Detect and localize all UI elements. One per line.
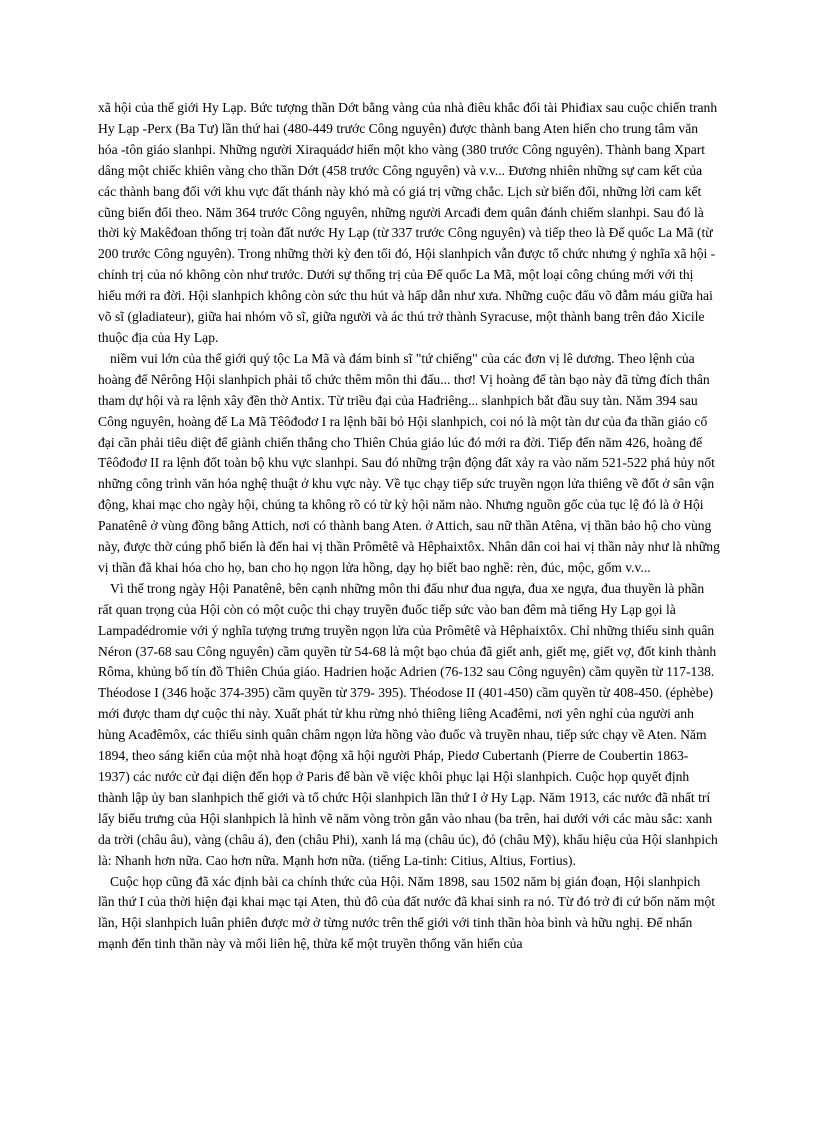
- paragraph-4: Cuộc họp cũng đã xác định bài ca chính thức của Hội. Năm 1898, sau 1502 năm bị gián đoạn, Hội slanhpich lần thứ I của thời hiện đại khai mạc tại Aten, thủ đô của đất nước đã khai sinh ra nó. Từ đó trở đi cứ bốn năm một lần, Hội slanhpich luân phiên được mở ở từng nước trên thế giới với tinh thần hòa bình và hữu nghị. Để nhấn mạnh đến tinh thần này và mối liên hệ, thừa kế một truyền thống văn hiến của: [98, 873, 716, 952]
- document-body: [98, 98, 720, 955]
- paragraph-3: Vì thế trong ngày Hội Panatênê, bên cạnh những môn thi đấu như đua ngựa, đua xe ngựa, đua thuyền là phần rất quan trọng của Hội còn có một cuộc thi chạy truyền đuốc tiếp sức vào ban đêm mà tiếng Hy Lạp gọi là Lampadédromie với ý nghĩa tượng trưng truyền ngọn lửa của Prômêtê và Hêphaixtôx. Chỉ những thiếu sinh quân Néron (37-68 sau Công nguyên) cầm quyền từ 54-68 là một bạo chúa đã giết anh, giết mẹ, giết vợ, đốt kinh thành Rôma, khủng bố tín đồ Thiên Chúa giáo. Hadrien hoặc Adrien (76-132 sau Công nguyên) cầm quyền từ 117-138. Théodose I (346 hoặc 374-395) cầm quyền từ 379- 395). Théodose II (401-450) cầm quyền từ 408-450. (éphèbe) mới được tham dự cuộc thi này. Xuất phát từ khu rừng nhỏ thiêng liêng Acađêmi, nơi yên nghỉ của người anh hùng Acađêmôx, các thiếu sinh quân châm ngọn lửa hồng vào đuốc và truyền nhau, tiếp sức chạy về Aten. Năm 1894, theo sáng kiến của một nhà hoạt động xã hội người Pháp, Piedơ Cubertanh (Pierre de Coubertin 1863-1937) các nước cử đại diện đến họp ở Paris để bàn về việc khôi phục lại Hội slanhpich. Cuộc họp quyết định thành lập ủy ban slanhpich thế giới và tổ chức Hội slanhpich lần thứ I ở Hy Lạp. Năm 1913, các nước đã nhất trí lấy biểu trưng của Hội slanhpich là hình vẽ năm vòng tròn gắn vào nhau (ba trên, hai dưới với các màu sắc: xanh da trời (châu âu), vàng (châu á), đen (châu Phi), xanh lá mạ (châu úc), đỏ (châu Mỹ), khẩu hiệu của Hội slanhpich là: Nhanh hơn nữa. Cao hơn nữa. Mạnh hơn nữa. (tiếng La-tinh: Citius, Altius, Fortius).: [98, 580, 718, 868]
- paragraph-1: xã hội của thế giới Hy Lạp. Bức tượng thần Dớt bằng vàng của nhà điêu khắc đối tài Phiđiax sau cuộc chiến tranh Hy Lạp -Perx (Ba Tư) lần thứ hai (480-449 trước Công nguyên) được thành bang Aten hiến cho trung tâm văn hóa -tôn giáo slanhpi. Những người Xiraquádơ hiến một kho vàng (380 trước Công nguyên). Thành bang Xpart dâng một chiếc khiên vàng cho thần Dớt (458 trước Công nguyên) và v.v... Đương nhiên những sự cam kết của các thành bang đối với khu vực đất thánh này khó mà có giá trị vững chắc. Lịch sử biến đổi, những lời cam kết cũng biến đổi theo. Năm 364 trước Công nguyên, những người Arcađi đem quân đánh chiếm slanhpi. Sau đó là thời kỳ Makêđoan thống trị toàn đất nước Hy Lạp (từ 337 trước Công nguyên) và tiếp theo là Đế quốc La Mã (từ 200 trước Công nguyên). Trong những thời kỳ đen tối đó, Hội slanhpich vẫn được tổ chức nhưng ý nghĩa xã hội -chính trị của nó không còn như trước. Dưới sự thống trị của Đế quốc La Mã, một loại công chúng mới với thị hiếu mới ra đời. Hội slanhpich không còn sức thu hút và hấp dẫn như xưa. Những cuộc đấu võ đẫm máu giữa hai võ sĩ (gladiateur), giữa hai nhóm võ sĩ, giữa người và ác thú trở thành Syracuse, một thành bang trên đảo Xicile thuộc địa của Hy Lạp.: [98, 100, 718, 345]
- paragraph-2: niềm vui lớn của thế giới quý tộc La Mã và đám binh sĩ "tứ chiếng" của các đơn vị lê dương. Theo lệnh của hoàng đế Nêrông Hội slanhpich phải tổ chức thêm môn thi đấu... thơ! Vị hoàng đế tàn bạo này đã từng đích thân tham dự hội và ra lệnh xây đền thờ Antix. Từ triều đại của Hađriêng... slanhpich bắt đầu suy tàn. Năm 394 sau Công nguyên, hoàng đế La Mã Têôđođơ I ra lệnh bãi bỏ Hội slanhpich, coi nó là một tàn dư của đa thần giáo cổ đại cần phải tiêu diệt để giành chiến thắng cho Thiên Chúa giáo lúc đó mới ra đời. Tiếp đến năm 426, hoàng đế Têôđođơ II ra lệnh đốt toàn bộ khu vực slanhpi. Sau đó những trận động đất xảy ra vào năm 521-522 phá hủy nốt những công trình văn hóa nghệ thuật ở khu vực này. Về tục chạy tiếp sức truyền ngọn lửa thiêng về đốt ở sân vận động, khai mạc cho ngày hội, chúng ta không rõ có từ kỳ hội năm nào. Nhưng nguồn gốc của tục lệ đó là ở Hội Panatênê ở vùng đồng bằng Attich, nơi có thành bang Aten. ở Attich, sau nữ thần Atêna, vị thần bảo hộ cho vùng này, được thờ cúng phổ biến là đến hai vị thần Prômêtê và Hêphaixtôx. Nhân dân coi hai vị thần này như là những vị thần đã khai hóa cho họ, ban cho họ ngọn lửa hồng, dạy họ biết bao nghề: rèn, đúc, mộc, gốm v.v...: [98, 350, 720, 575]
